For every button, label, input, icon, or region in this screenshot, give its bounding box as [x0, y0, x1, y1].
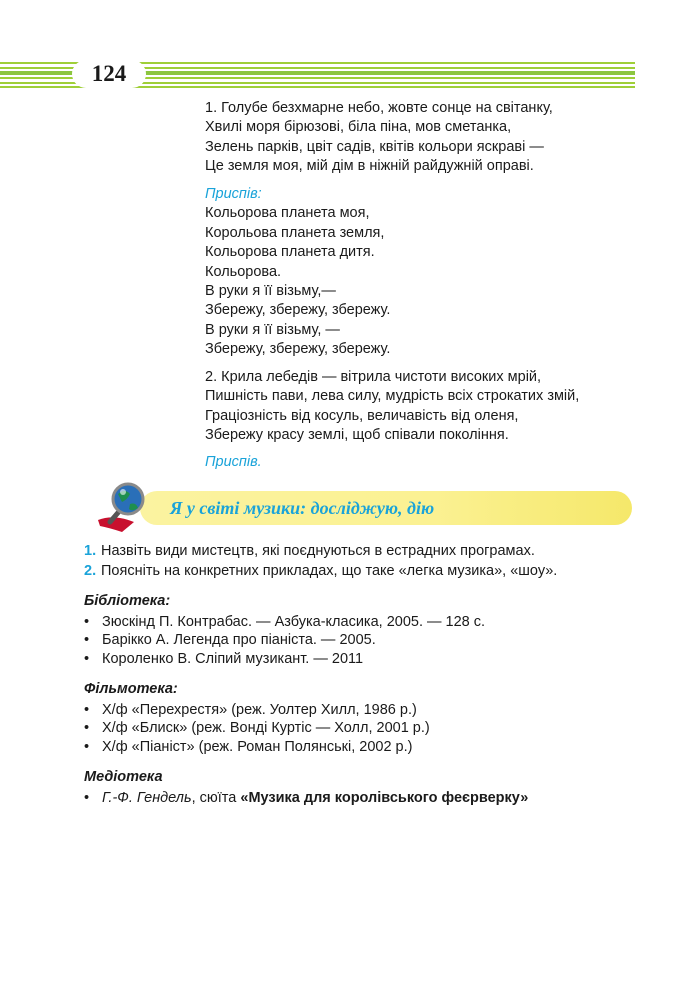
- magnifier-globe-icon: [92, 478, 168, 534]
- verse-line: 1. Голубе безхмарне небо, жовте сонце на світанку,: [205, 100, 553, 116]
- chorus-repeat: Приспів.: [205, 454, 262, 470]
- work-title: «Музика для королівського феєрверку»: [240, 789, 529, 806]
- verse-line: Зелень парків, цвіт садів, квітів кольори яскраві —: [205, 138, 544, 155]
- list-item: • Барікко А. Легенда про піаніста. — 2005.: [84, 632, 376, 648]
- mediateka-section: [84, 768, 528, 807]
- filmoteka-heading: Фільмотека:: [84, 681, 178, 697]
- verse-2: [205, 368, 579, 446]
- list-item: • Х/ф «Піаніст» (реж. Роман Полянські, 2002 р.): [84, 738, 413, 755]
- chorus-block: [205, 185, 390, 360]
- list-item: • Короленко В. Сліпий музикант. — 2011: [84, 650, 364, 667]
- bullet-icon: •: [84, 632, 90, 648]
- list-item: • Х/ф «Перехрестя» (реж. Уолтер Хилл, 1986 р.): [84, 701, 417, 718]
- list-item: • Г.-Ф. Гендель, сюїта «Музика для королівського феєрверку»: [84, 789, 529, 806]
- verse-line: Граціозність від косуль, величавість від оленя,: [205, 407, 519, 424]
- task-item: [84, 562, 557, 582]
- task-list: [84, 542, 557, 581]
- verse-line: Це земля моя, мій дім в ніжній райдужній оправі.: [205, 158, 534, 175]
- composer: Г.-Ф. Гендель: [102, 789, 192, 806]
- task-item: [84, 542, 557, 562]
- verse-1: [205, 99, 553, 177]
- bullet-icon: •: [84, 738, 90, 755]
- bullet-icon: •: [84, 650, 90, 667]
- chorus-line: Кольорова планета моя,: [205, 205, 370, 222]
- chorus-line: Збережу, збережу, збережу.: [205, 341, 391, 358]
- chorus-line: Кольорова.: [205, 263, 282, 280]
- library-heading: Бібліотека:: [84, 593, 171, 609]
- banner-title: Я у світі музики: досліджую, дію: [170, 498, 435, 518]
- bullet-icon: •: [84, 701, 90, 718]
- page-number: 124: [72, 60, 146, 88]
- verse-line: Збережу красу землі, щоб співали покоління.: [205, 427, 509, 444]
- library-section: [84, 592, 485, 668]
- mediateka-heading: Медіотека: [84, 769, 163, 785]
- task-number: 2.: [84, 562, 97, 579]
- bullet-icon: •: [84, 613, 90, 630]
- task-number: 1.: [84, 543, 97, 559]
- list-item: • Х/ф «Блиск» (реж. Вонді Куртіс — Холл, 2001 р.): [84, 720, 430, 736]
- chorus-line: Збережу, збережу, збережу.: [205, 302, 391, 319]
- bullet-icon: •: [84, 720, 90, 736]
- chorus-line: Корольова планета земля,: [205, 224, 385, 241]
- task-text: Назвіть види мистецтв, які поєднуються в естрадних програмах.: [101, 543, 535, 559]
- list-item: • Зюскінд П. Контрабас. — Азбука-класика, 2005. — 128 с.: [84, 613, 486, 630]
- filmoteka-section: [84, 680, 430, 756]
- verse-line: 2. Крила лебедів — вітрила чистоти високих мрій,: [205, 369, 542, 385]
- task-text: Поясніть на конкретних прикладах, що таке «легка музика», «шоу».: [101, 562, 558, 579]
- verse-line: Хвилі моря бірюзові, біла піна, мов сметанка,: [205, 119, 512, 136]
- chorus-label: Приспів:: [205, 186, 262, 202]
- verse-line: Пишність пави, лева силу, мудрість всіх строкатих змій,: [205, 388, 580, 405]
- chorus-line: Кольорова планета дитя.: [205, 244, 375, 261]
- chorus-line: В руки я її візьму,—: [205, 283, 336, 300]
- bullet-icon: •: [84, 789, 90, 806]
- chorus-line: В руки я її візьму, —: [205, 321, 340, 338]
